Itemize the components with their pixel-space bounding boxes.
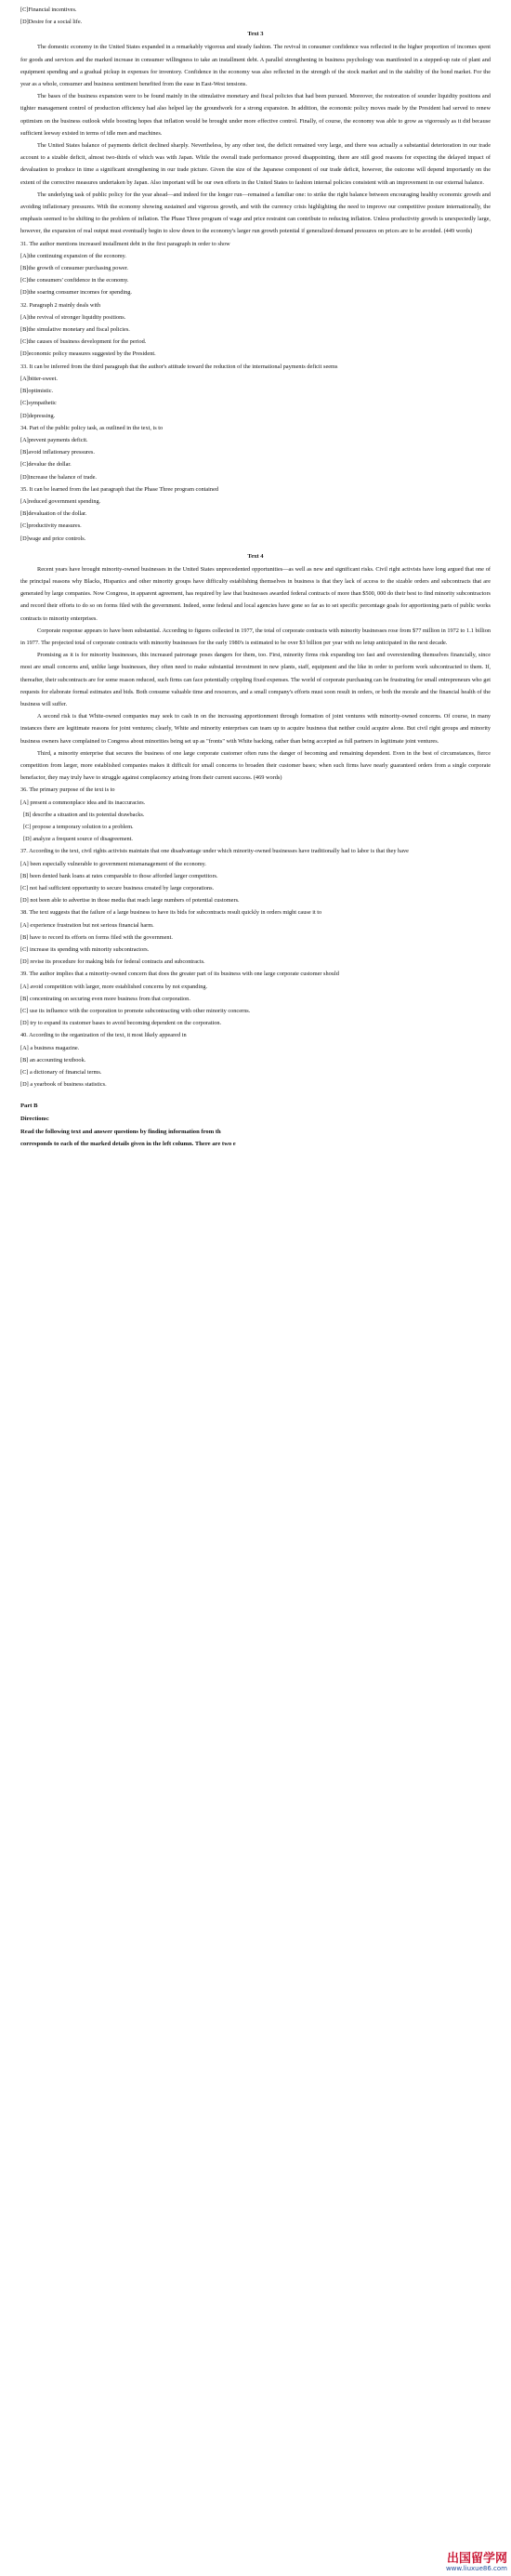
option-b: [B] describe a situation and its potential drawbacks. — [23, 811, 145, 818]
question-stem: 34. Part of the public policy task, as outlined in the text, is to — [20, 424, 164, 431]
option-b: [B]optimistic. — [20, 388, 54, 395]
text3-question-31 — [20, 238, 491, 299]
option-b: [B]the growth of consumer purchasing power. — [20, 265, 129, 272]
option-c: [C] use its influence with the corporation to promote subcontracting with other minority concerns. — [20, 1008, 251, 1015]
option-line: [C]Financial incentives. — [20, 7, 77, 13]
site-watermark-logo — [446, 2553, 507, 2572]
part-b-directions-label: Directions: — [20, 1116, 50, 1123]
text4-paragraph-2: Corporate response appears to have been substantial. According to figures collected in 1977, the total of corporate contracts with minority businesses rose from $77 million in 1972 to 1.1 billion in 1977. The projected total of corporate contracts with minority businesses for the early 1980's is estimated to be over $3 billion per year with no letup anticipated in the next decade. — [20, 627, 491, 646]
question-stem: 33. It can be inferred from the third paragraph that the author's attitude toward the reduction of the international payments deficit seems — [20, 363, 338, 370]
text3-question-34 — [20, 422, 491, 483]
text4-question-37 — [20, 845, 491, 906]
option-c: [C] propose a temporary solution to a problem. — [23, 824, 134, 830]
question-stem: 40. According to the organization of the text, it most likely appeared in — [20, 1032, 187, 1039]
text3-paragraph-2: The bases of the business expansion were to be found mainly in the stimulative monetary and fiscal policies that had been pursued. Moreover, the restoration of sounder liquidity positions and tighter management control of production efficiency had also helped lay the groundwork for a strong expansion. In addition, the economic policy moves made by the President had served to renew optimism on the business outlook while boosting hopes that inflation would be brought under more effective control. Finally, of course, the economy was able to grow as vigorously as it did because sufficient leeway existed in terms of idle men and machines. — [20, 93, 491, 137]
option-a: [A] present a commonplace idea and its inaccuracies. — [20, 799, 146, 806]
text4-paragraph-5: Third, a minority enterprise that secures the business of one large corporate customer often runs the danger of becoming and remaining dependent. Even in the best of circumstances, fierce competition from larger, more established companies makes it difficult for small concerns to broaden their customer bases; when such firms have nearly guaranteed orders from a single corporate benefactor, they may truly have to struggle against complacency arising from their current success. (469 words) — [20, 749, 491, 782]
option-d: [D]wage and price controls. — [20, 535, 86, 542]
text4-question-36 — [20, 784, 491, 845]
text3-paragraph-1: The domestic economy in the United States expanded in a remarkably vigorous and steady fashion. The revival in consumer confidence was reflected in the higher proportion of incomes spent for goods and services and the marked increase in consumer willingness to take an installment debt. A parallel strengthening in business psychology was manifested in a stepped-up rate of plant and equipment spending and a gradual pickup in expenses for inventory. Confidence in the economy was also reflected in the strength of the stock market and in the stability of the bond market. For the year as a whole, consumer and business sentiment benefited from the ease in East-West tensions. — [20, 44, 491, 88]
text3-paragraph-4: The underlying task of public policy for the year ahead—and indeed for the longer run—remained a familiar one: to strike the right balance between encouraging healthy economic growth and avoiding inflationary pressures. With the economy showing sustained and vigorous growth, and with the currency crisis highlighting the need to improve our competitive posture internationally, the emphasis seemed to be shifting to the problem of inflation. The Phase Three program of wage and price restraint can contribute to reducing inflation. Unless productivity growth is unexpectedly large, however, the expansion of real output must eventually begin to slow down to the economy's larger run growth potential if generalized demand pressures on prices are to be avoided. (449 words) — [20, 191, 491, 235]
watermark-main: 出国留学网 — [446, 2552, 507, 2566]
option-a: [A] been especially vulnerable to government mismanagement of the economy. — [20, 860, 206, 867]
option-c: [C] not had sufficient opportunity to secure business created by large corporations. — [20, 885, 215, 892]
text4-paragraph-3: Promising as it is for minority businesses, this increased patronage poses dangers for them, too. First, minority firms risk expanding too fast and overextending themselves financially, since most are small concerns and, unlike large businesses, they often need to make substantial investment in new plants, staff, equipment and the like in order to perform work subcontracted to them. If, thereafter, their subcontracts are for some reason reduced, such firms can face potentially crippling fixed expenses. The world of corporate purchasing can be frustrating for small entrepreneurs who get requests for elaborate formal estimates and bids. Both consume valuable time and resources, and a small company's efforts must soon result in orders, or both the morale and the financial health of the business will suffer. — [20, 652, 491, 707]
watermark-url: www.liuxue86.com — [445, 2565, 507, 2572]
text4-title: Text 4 — [247, 552, 264, 560]
option-d: [D] revise its procedure for making bids for federal contracts and subcontracts. — [20, 958, 205, 966]
option-c: [C]the consumers' confidence in the economy. — [20, 277, 129, 284]
option-d: [D]increase the balance of trade. — [20, 473, 97, 481]
text3-title: Text 3 — [247, 31, 264, 38]
option-c: [C] a dictionary of financial terms. — [20, 1069, 102, 1077]
text3-question-32 — [20, 299, 491, 361]
part-b-directions-line-1: Read the following text and answer questions by finding information from th — [20, 1128, 221, 1135]
option-c: [C]sympathetic — [20, 400, 57, 407]
document-page — [0, 0, 511, 1151]
option-d: [D]the soaring consumer incomes for spending. — [20, 289, 132, 297]
option-d: [D] not been able to advertise in those media that reach large numbers of potential customers. — [20, 897, 240, 905]
option-a: [A] experience frustration but not serious financial harm. — [20, 921, 154, 929]
option-b: [B] have to record its efforts on forms filed with the government. — [20, 933, 173, 941]
question-stem: 31. The author mentions increased installment debt in the first paragraph in order to show — [20, 240, 230, 247]
question-stem: 32. Paragraph 2 mainly deals with — [20, 301, 101, 309]
question-stem: 39. The author implies that a minority-owned concern that does the greater part of its business with one large corporate customer should — [20, 971, 339, 978]
option-a: [A]the continuing expansion of the economy. — [20, 252, 126, 259]
text4-question-39 — [20, 968, 491, 1029]
text4-question-38 — [20, 906, 491, 968]
option-a: [A]the revival of stronger liquidity positions. — [20, 313, 126, 321]
option-d: [D]depressing. — [20, 412, 56, 419]
option-d: [D] analyze a frequent source of disagreement. — [23, 836, 134, 843]
option-c: [C] increase its spending with minority subcontractors. — [20, 946, 150, 954]
option-a: [A] avoid competition with larger, more established concerns by not expanding. — [20, 983, 208, 990]
option-a: [A]reduced government spending. — [20, 497, 101, 505]
option-c: [C]productivity measures. — [20, 522, 82, 530]
option-b: [B]avoid inflationary pressures. — [20, 449, 95, 456]
text4-paragraph-4: A second risk is that White-owned companies may seek to cash in on the increasing apportionment through formation of joint ventures with minority-owned concerns. Of course, in many instances there are legitimate reasons for joint ventures; clearly, White and minority enterprises can team up to acquire business that neither could acquire alone. But civil right groups and minority business owners have complained to Congress about minorities being set up as "fronts" with White backing, rather than being accepted as full partners in legitimate joint ventures. — [20, 713, 491, 745]
text3-question-35 — [20, 483, 491, 545]
text3-question-33 — [20, 361, 491, 422]
question-stem: 36. The primary purpose of the text is to — [20, 786, 115, 794]
option-d: [D] try to expand its customer bases to avoid becoming dependent on the corporation. — [20, 1020, 222, 1027]
option-d: [D] a yearbook of business statistics. — [20, 1081, 107, 1089]
part-b-title: Part B — [20, 1103, 38, 1110]
question-stem: 35. It can be learned from the last paragraph that the Phase Three program contained — [20, 485, 219, 493]
option-b: [B]the simulative monetary and fiscal policies. — [20, 326, 130, 334]
option-b: [B] concentrating on securing even more business from that corporation. — [20, 995, 190, 1002]
option-c: [C]devalue the dollar. — [20, 461, 72, 469]
option-b: [B] been denied bank loans at rates comparable to those afforded larger competitors. — [20, 872, 218, 879]
option-b: [B]devaluation of the dollar. — [20, 510, 87, 518]
text3-paragraph-3: The United States balance of payments deficit declined sharply. Nevertheless, by any other test, the deficit remained very large, and there was actually a substantial deterioration in our trade account to a sizable deficit, almost two-thirds of which was with Japan. While the overall trade performance proved disappointing, there are still good reasons for expecting the delayed impact of devaluation to produce in time a significant strengthening in our trade picture. Given the size of the Japanese component of our trade deficit, however, the outcome will depend importantly on the extent of the corrective measures undertaken by Japan. Also important will be our own efforts in the United States to fashion internal policies consistent with an improvement in our external balance. — [20, 142, 491, 186]
text4-question-40 — [20, 1029, 491, 1090]
option-d: [D]economic policy measures suggested by the President. — [20, 350, 156, 358]
option-a: [A]bitter-sweet. — [20, 375, 58, 382]
option-a: [A]prevent payments deficit. — [20, 436, 88, 443]
question-stem: 37. According to the text, civil rights activists maintain that one disadvantage under which minority-owned businesses have traditionally had to labor is that they have — [20, 848, 409, 855]
option-a: [A] a business magazine. — [20, 1044, 80, 1051]
text4-paragraph-1: Recent years have brought minority-owned businesses in the United States unprecedented opportunities—as well as new and significant risks. Civil right activists have long argued that one of the principal reasons why Blacks, Hispanics and other minority groups have difficulty establishing themselves in business is that they lack of access to the sizable orders and subcontracts that are generated by large companies. Now Congress, in apparent agreement, has required by law that businesses awarded federal contracts of more than $500, 000 do their best to find minority subcontractors and record their efforts to do so on forms filed with the government. Indeed, some federal and local agencies have gone so far as to set specific percentage goals for apportioning parts of public works contracts to minority enterprises. — [20, 565, 491, 622]
question-stem: 38. The text suggests that the failure of a large business to have its bids for subcontracts result quickly in orders might cause it to — [20, 909, 322, 917]
option-b: [B] an accounting textbook. — [20, 1056, 86, 1063]
option-line: [D]Desire for a social life. — [20, 19, 83, 26]
part-b-directions-line-2: corresponds to each of the marked details given in the left column. There are two e — [20, 1141, 236, 1148]
option-c: [C]the causes of business development for the period. — [20, 338, 147, 346]
